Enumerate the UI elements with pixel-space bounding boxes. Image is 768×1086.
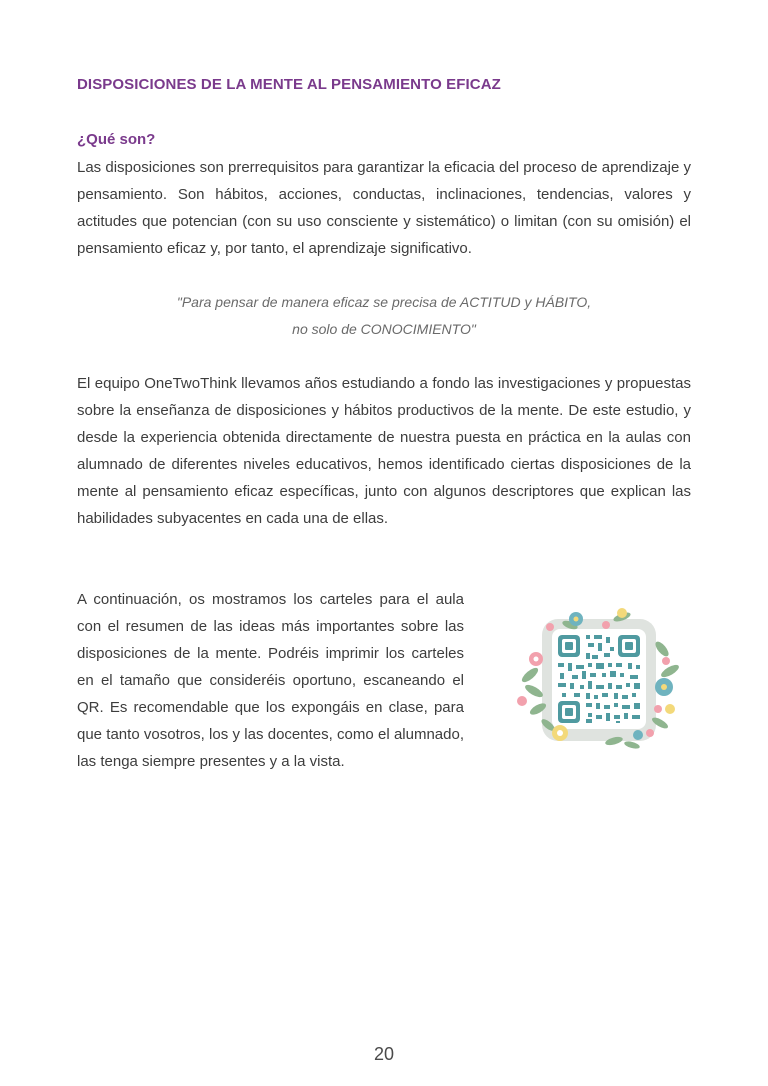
intro-paragraph: Las disposiciones son prerrequisitos para garantizar la eficacia del proceso de aprendizaje y pensamiento. Son hábitos, acciones, conductas, inclinaciones, tendencias, valores y actitudes que potencian (con su uso consciente y sistemático) o limitan (con su omisión) el pensamiento eficaz y, por tanto, el aprendizaje significativo. [77, 159, 691, 257]
page-number: 20 [373, 1044, 395, 1064]
section-heading: ¿Qué son? [77, 131, 156, 148]
highlight-quote [77, 289, 691, 343]
qr-code-icon [510, 605, 686, 753]
quote-line-1: "Para pensar de manera eficaz se precisa de ACTITUD y HÁBITO, [176, 294, 592, 310]
team-paragraph: El equipo OneTwoThink llevamos años estudiando a fondo las investigaciones y propuestas sobre la enseñanza de disposiciones y hábitos productivos de la mente. De este estudio, y desde la experiencia obtenida directamente de nuestra puesta en práctica en la aulas con alumnado de diferentes niveles educativos, hemos identificado ciertas disposiciones de la mente al pensamiento eficaz específicas, junto con algunos descriptores que explican las habilidades subyacentes en cada una de ellas. [77, 375, 691, 527]
page-title: DISPOSICIONES DE LA MENTE AL PENSAMIENTO EFICAZ [77, 76, 501, 93]
quote-line-2: no solo de CONOCIMIENTO" [292, 321, 476, 337]
qr-code-with-floral-frame[interactable] [510, 605, 686, 753]
posters-paragraph: A continuación, os mostramos los carteles para el aula con el resumen de las ideas más importantes sobre las disposiciones de la mente. Podréis imprimir los carteles en el tamaño que consideréis oportuno, escaneando el QR. Es recomendable que los expongáis en clase, para que tanto vosotros, los y las docentes, como el alumnado, las tenga siempre presentes y a la vista. [77, 591, 464, 770]
